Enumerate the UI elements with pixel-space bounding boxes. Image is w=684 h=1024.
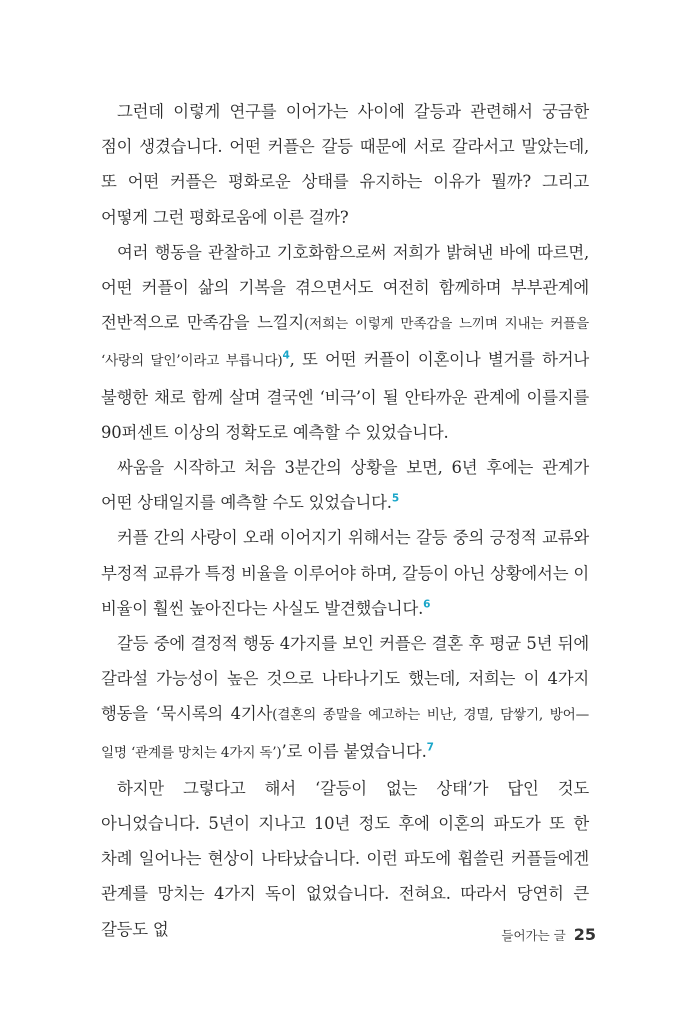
paragraph bbox=[101, 771, 589, 947]
footnote-marker: 4 bbox=[282, 349, 290, 362]
parenthetical-note: (결혼의 종말을 예고하는 비난, 경멸, 담쌓기, 방어—일명 ‘관계를 망치는 4가지 독’) bbox=[101, 707, 589, 761]
text-run: 하지만 그렇다고 해서 ‘갈등이 없는 상태’가 답인 것도 아니었습니다. 5년이 지나고 10년 정도 후에 이혼의 파도가 또 한 차례 일어나는 현상이 나타났습니다. 이런 파도에 휩쓸린 커플들에겐 관계를 망치는 4가지 독이 없었습니다. 전혀요. 따라서 당연히 큰 갈등도 없 bbox=[101, 778, 589, 939]
paragraph bbox=[101, 450, 589, 520]
page-number: 25 bbox=[573, 925, 596, 944]
footnote-marker: 7 bbox=[426, 741, 434, 754]
parenthetical-note: (저희는 이렇게 만족감을 느끼며 지내는 커플을 ‘사랑의 달인’이라고 부릅니다) bbox=[101, 316, 589, 370]
paragraph bbox=[101, 235, 589, 450]
running-head: 들어가는 글 bbox=[501, 928, 566, 943]
text-run: 여러 행동을 관찰하고 기호화함으로써 저희가 밝혀낸 바에 따르면, 어떤 커플이 삶의 기복을 겪으면서도 여전히 함께하며 부부관계에 전반적으로 만족감을 느낄지 bbox=[101, 242, 589, 333]
body-text bbox=[101, 94, 589, 947]
text-run: 갈등 중에 결정적 행동 4가지를 보인 커플은 결혼 후 평균 5년 뒤에 갈라설 가능성이 높은 것으로 나타나기도 했는데, 저희는 이 4가지 행동을 ‘묵시록의 4기사 bbox=[101, 634, 589, 724]
paragraph bbox=[101, 94, 589, 235]
text-run: ’로 이름 붙였습니다. bbox=[281, 741, 427, 761]
paragraph bbox=[101, 626, 589, 771]
text-run: , 또 어떤 커플이 이혼이나 별거를 하거나 불행한 채로 함께 살며 결국엔 ‘비극’이 될 안타까운 관계에 이를지를 90퍼센트 이상의 정확도로 예측할 수 있었습니다. bbox=[101, 350, 589, 442]
paragraph bbox=[101, 520, 589, 626]
page-footer bbox=[501, 925, 596, 944]
text-run: 싸움을 시작하고 처음 3분간의 상황을 보면, 6년 후에는 관계가 어떤 상태일지를 예측할 수도 있었습니다. bbox=[101, 458, 589, 513]
text-run: 커플 간의 사랑이 오래 이어지기 위해서는 갈등 중의 긍정적 교류와 부정적 교류가 특정 비율을 이루어야 하며, 갈등이 아닌 상황에서는 이 비율이 훨씬 높아진다는 사실도 발견했습니다. bbox=[101, 528, 589, 618]
footnote-marker: 6 bbox=[423, 598, 431, 611]
text-run: 그런데 이렇게 연구를 이어가는 사이에 갈등과 관련해서 궁금한 점이 생겼습니다. 어떤 커플은 갈등 때문에 서로 갈라서고 말았는데, 또 어떤 커플은 평화로운 상태를 유지하는 이유가 뭘까? 그리고 어떻게 그런 평화로움에 이른 걸까? bbox=[101, 102, 589, 227]
footnote-marker: 5 bbox=[391, 492, 399, 505]
